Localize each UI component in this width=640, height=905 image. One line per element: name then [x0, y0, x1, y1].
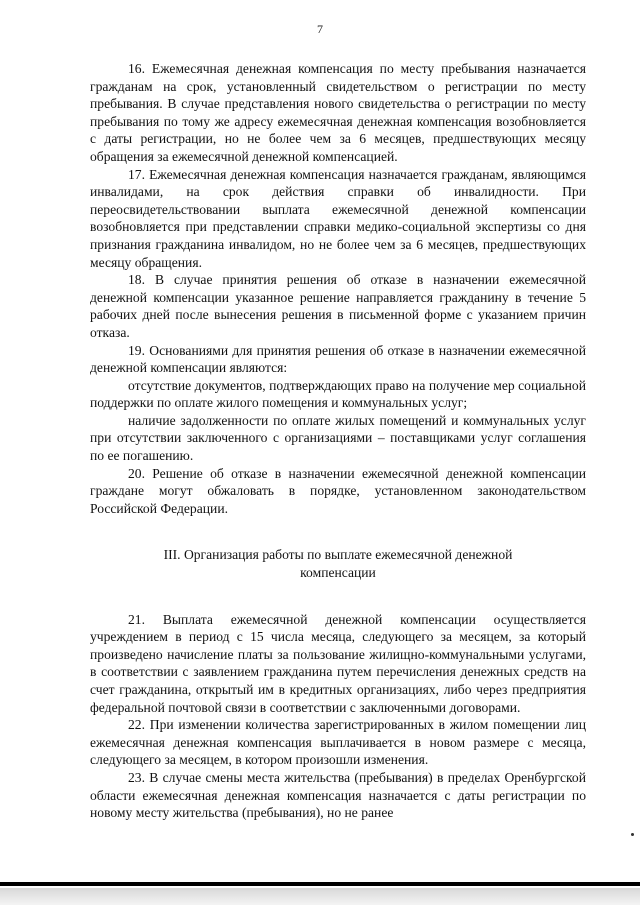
document-body — [90, 60, 586, 822]
paragraph-21: 21. Выплата ежемесячной денежной компенсации осуществляется учреждением в период с 15 числа месяца, следующего за месяцем, за который произведено начисление платы за пользование жилищно-коммунальными услугами, в соответствии с заявлением гражданина путем перечисления денежных средств на счет гражданина, открытый им в кредитных организациях, либо через предприятия федеральной почтовой связи в соответствии с заключенными договорами. — [90, 611, 586, 715]
page-number: 7 — [317, 22, 323, 36]
paragraph-19: 19. Основаниями для принятия решения об отказе в назначении ежемесячной денежной компенсации являются: — [90, 342, 586, 376]
scan-bottom-edge — [0, 882, 640, 886]
paragraph-17: 17. Ежемесячная денежная компенсация назначается гражданам, являющимся инвалидами, на срок действия справки об инвалидности. При переосвидетельствовании выплата ежемесячной денежной компенсации возобновляется при представлении справки медико-социальной экспертизы со дня признания гражданина инвалидом, но не более чем за 6 месяцев, предшествующих месяцу обращения. — [90, 166, 586, 270]
paragraph-20: 20. Решение об отказе в назначении ежемесячной денежной компенсации граждане могут обжаловать в порядке, установленном законодательством Российской Федерации. — [90, 465, 586, 516]
section-heading: III. Организация работы по выплате ежемесячной денежной компенсации — [163, 547, 513, 581]
scan-bottom-shadow — [0, 888, 640, 905]
paragraph-23: 23. В случае смены места жительства (пребывания) в пределах Оренбургской области ежемесячная денежная компенсация назначается с даты регистрации по новому месту жительства (пребывания), но не ранее — [90, 769, 586, 821]
paragraph-19-item-1: отсутствие документов, подтверждающих право на получение мер социальной поддержки по оплате жилого помещения и коммунальных услуг; — [90, 377, 586, 411]
paragraph-18: 18. В случае принятия решения об отказе в назначении ежемесячной денежной компенсации указанное решение направляется гражданину в течение 5 рабочих дней после вынесения решения в письменной форме с указанием причин отказа. — [90, 272, 586, 340]
paragraph-16: 16. Ежемесячная денежная компенсация по месту пребывания назначается гражданам на срок, установленный свидетельством о регистрации по месту пребывания. В случае представления нового свидетельства о регистрации по месту пребывания по тому же адресу ежемесячная денежная компенсация возобновляется с даты регистрации, но не более чем за 6 месяцев, предшествующих месяцу обращения за ежемесячной денежной компенсацией. — [90, 61, 586, 164]
paragraph-22: 22. При изменении количества зарегистрированных в жилом помещении лиц ежемесячная денежная компенсация выплачивается в новом размере с месяца, следующего за месяцем, в котором произошли изменения. — [90, 717, 586, 768]
scan-speck — [631, 833, 634, 836]
paragraph-19-item-2: наличие задолженности по оплате жилых помещений и коммунальных услуг при отсутствии заключенного с организациями – поставщиками услуг соглашения по ее погашению. — [90, 412, 586, 464]
